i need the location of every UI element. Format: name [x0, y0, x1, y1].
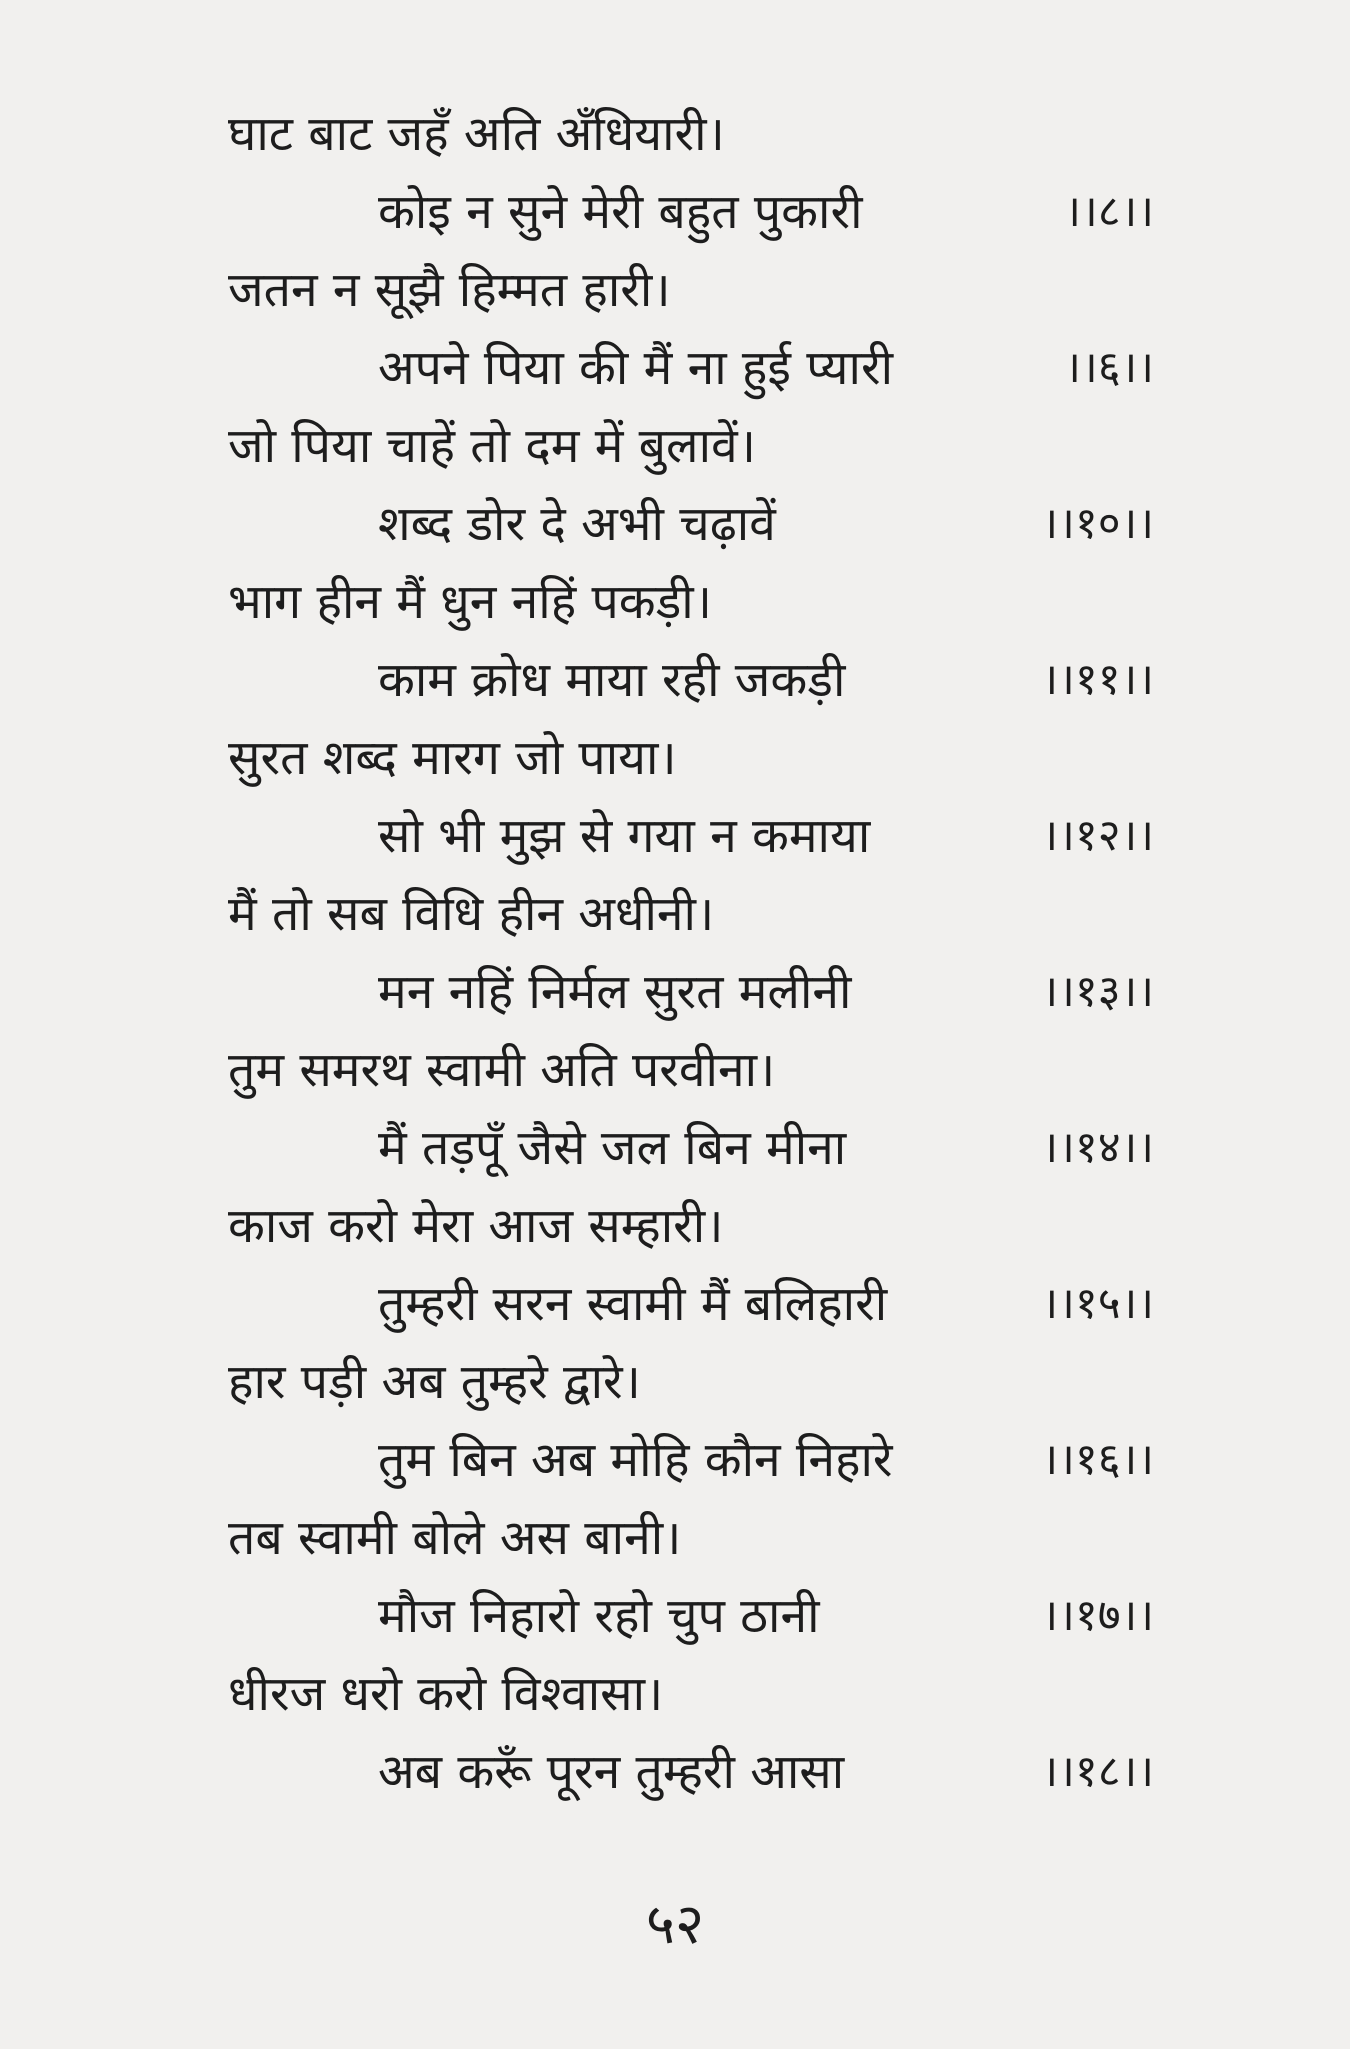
verse-text: तुम समरथ स्वामी अति परवीना।	[228, 1042, 776, 1098]
verse-text: तुम बिन अब मोहि कौन निहारे	[378, 1432, 893, 1488]
verse-text: तुम्हरी सरन स्वामी मैं बलिहारी	[378, 1276, 888, 1332]
verse-number: ।।११।।	[1041, 654, 1154, 705]
verse-line	[0, 953, 1350, 1031]
verse-text: सो भी मुझ से गया न कमाया	[378, 808, 871, 864]
verse-number: ।।१५।।	[1041, 1278, 1154, 1329]
verse-text: धीरज धरो करो विश्वासा।	[228, 1666, 664, 1722]
verse-line	[0, 407, 1350, 485]
verse-text: सुरत शब्द मारग जो पाया।	[228, 730, 677, 786]
verse-text: काज करो मेरा आज सम्हारी।	[228, 1198, 724, 1254]
verse-line	[0, 641, 1350, 719]
verse-text: जतन न सूझै हिम्मत हारी।	[228, 262, 671, 318]
verse-line	[0, 1109, 1350, 1187]
verse-line	[0, 1421, 1350, 1499]
page-number: ५२	[645, 1892, 705, 1957]
verse-text: जो पिया चाहें तो दम में बुलावें।	[228, 418, 756, 474]
verse-line	[0, 95, 1350, 173]
verse-number: ।।१६।।	[1041, 1434, 1154, 1485]
verse-text: अपने पिया की मैं ना हुई प्यारी	[378, 340, 894, 396]
verse-line	[0, 173, 1350, 251]
verse-text: तब स्वामी बोले अस बानी।	[228, 1510, 682, 1566]
verse-text: भाग हीन मैं धुन नहिं पकड़ी।	[228, 574, 712, 630]
verse-text: मौज निहारो रहो चुप ठानी	[378, 1588, 820, 1644]
verse-number: ।।१८।।	[1041, 1746, 1154, 1797]
verse-block	[0, 95, 1350, 1811]
verse-line	[0, 1265, 1350, 1343]
verse-number: ।।१४।।	[1041, 1122, 1154, 1173]
verse-line	[0, 1655, 1350, 1733]
verse-number: ।।१०।।	[1041, 498, 1154, 549]
verse-text: शब्द डोर दे अभी चढ़ावें	[378, 496, 776, 552]
verse-text: अब करूँ पूरन तुम्हरी आसा	[378, 1744, 845, 1800]
verse-line	[0, 1733, 1350, 1811]
verse-number: ।।१२।।	[1041, 810, 1154, 861]
verse-line	[0, 1187, 1350, 1265]
verse-line	[0, 875, 1350, 953]
verse-text: काम क्रोध माया रही जकड़ी	[378, 652, 846, 708]
verse-line	[0, 719, 1350, 797]
verse-text: मैं तड़पूँ जैसे जल बिन मीना	[378, 1120, 847, 1176]
verse-line	[0, 485, 1350, 563]
verse-line	[0, 1343, 1350, 1421]
verse-number: ।।८।।	[1064, 186, 1154, 237]
verse-line	[0, 1499, 1350, 1577]
verse-text: मैं तो सब विधि हीन अधीनी।	[228, 886, 715, 942]
verse-number: ।।१३।।	[1041, 966, 1154, 1017]
verse-line	[0, 797, 1350, 875]
verse-text: मन नहिं निर्मल सुरत मलीनी	[378, 964, 852, 1020]
verse-number: ।।१७।।	[1041, 1590, 1154, 1641]
verse-text: घाट बाट जहँ अति अँधियारी।	[228, 106, 725, 162]
verse-text: हार पड़ी अब तुम्हरे द्वारे।	[228, 1354, 641, 1410]
verse-line	[0, 329, 1350, 407]
verse-text: कोइ न सुने मेरी बहुत पुकारी	[378, 184, 863, 240]
verse-line	[0, 1031, 1350, 1109]
verse-line	[0, 1577, 1350, 1655]
verse-line	[0, 251, 1350, 329]
verse-number: ।।६।।	[1064, 342, 1154, 393]
verse-line	[0, 563, 1350, 641]
